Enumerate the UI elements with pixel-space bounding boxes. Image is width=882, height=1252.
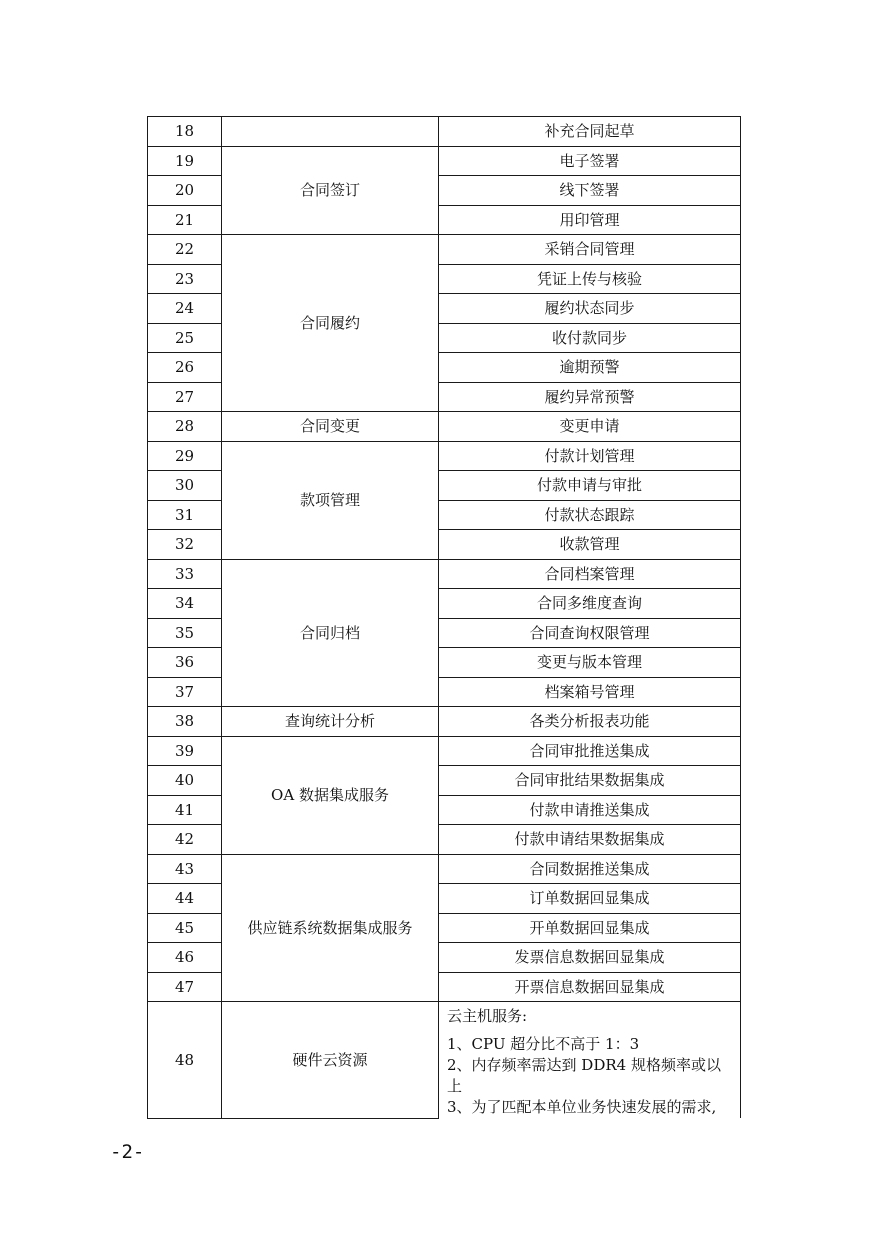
- row-number: 46: [148, 943, 222, 973]
- function-item: 履约异常预警: [439, 382, 741, 412]
- function-item: 变更与版本管理: [439, 648, 741, 678]
- row-number: 48: [148, 1002, 222, 1119]
- module-oa-integration: OA 数据集成服务: [222, 736, 439, 854]
- page-number: -2-: [110, 1141, 145, 1163]
- requirement-memory: 2、内存频率需达到 DDR4 规格频率或以上: [447, 1056, 721, 1095]
- function-item: 合同查询权限管理: [439, 618, 741, 648]
- row-number: 36: [148, 648, 222, 678]
- table-row: [148, 707, 741, 737]
- table-row: [148, 854, 741, 884]
- function-item: 合同审批推送集成: [439, 736, 741, 766]
- row-number: 40: [148, 766, 222, 796]
- row-number: 22: [148, 235, 222, 265]
- row-number: 33: [148, 559, 222, 589]
- function-item: 付款申请与审批: [439, 471, 741, 501]
- row-number: 24: [148, 294, 222, 324]
- table-row: [148, 559, 741, 589]
- module-hardware-cloud: 硬件云资源: [222, 1002, 439, 1119]
- cloud-host-requirements: [439, 1002, 741, 1119]
- module-cell-empty: [222, 117, 439, 147]
- requirement-cpu: 1、CPU 超分比不高于 1：3: [447, 1035, 640, 1053]
- row-number: 28: [148, 412, 222, 442]
- module-contract-performance: 合同履约: [222, 235, 439, 412]
- requirement-scalability: 3、为了匹配本单位业务快速发展的需求,: [447, 1098, 717, 1116]
- module-supply-chain-integration: 供应链系统数据集成服务: [222, 854, 439, 1002]
- function-item: 补充合同起草: [439, 117, 741, 147]
- table-row: [148, 736, 741, 766]
- row-number: 23: [148, 264, 222, 294]
- function-item: 订单数据回显集成: [439, 884, 741, 914]
- row-number: 45: [148, 913, 222, 943]
- function-item: 合同多维度查询: [439, 589, 741, 619]
- row-number: 31: [148, 500, 222, 530]
- row-number: 41: [148, 795, 222, 825]
- function-item: 凭证上传与核验: [439, 264, 741, 294]
- function-item: 履约状态同步: [439, 294, 741, 324]
- row-number: 27: [148, 382, 222, 412]
- row-number: 26: [148, 353, 222, 383]
- function-item: 收付款同步: [439, 323, 741, 353]
- function-list-table: [147, 116, 741, 1119]
- row-number: 20: [148, 176, 222, 206]
- function-item: 开票信息数据回显集成: [439, 972, 741, 1002]
- table-row: [148, 412, 741, 442]
- row-number: 29: [148, 441, 222, 471]
- function-item: 合同档案管理: [439, 559, 741, 589]
- function-item: 档案箱号管理: [439, 677, 741, 707]
- function-item: 合同数据推送集成: [439, 854, 741, 884]
- row-number: 21: [148, 205, 222, 235]
- function-item: 开单数据回显集成: [439, 913, 741, 943]
- row-number: 39: [148, 736, 222, 766]
- row-number: 18: [148, 117, 222, 147]
- function-item: 收款管理: [439, 530, 741, 560]
- cloud-host-heading: 云主机服务:: [447, 1007, 528, 1025]
- function-item: 付款申请结果数据集成: [439, 825, 741, 855]
- function-item: 采销合同管理: [439, 235, 741, 265]
- function-item: 付款申请推送集成: [439, 795, 741, 825]
- module-payment-management: 款项管理: [222, 441, 439, 559]
- table-row: [148, 146, 741, 176]
- row-number: 42: [148, 825, 222, 855]
- row-number: 34: [148, 589, 222, 619]
- row-number: 19: [148, 146, 222, 176]
- row-number: 43: [148, 854, 222, 884]
- table-row: [148, 441, 741, 471]
- module-contract-change: 合同变更: [222, 412, 439, 442]
- row-number: 35: [148, 618, 222, 648]
- function-item: 电子签署: [439, 146, 741, 176]
- function-item: 线下签署: [439, 176, 741, 206]
- function-item: 发票信息数据回显集成: [439, 943, 741, 973]
- function-item: 逾期预警: [439, 353, 741, 383]
- module-query-statistics: 查询统计分析: [222, 707, 439, 737]
- function-item: 合同审批结果数据集成: [439, 766, 741, 796]
- module-contract-archiving: 合同归档: [222, 559, 439, 707]
- row-number: 38: [148, 707, 222, 737]
- function-item: 付款计划管理: [439, 441, 741, 471]
- row-number: 30: [148, 471, 222, 501]
- row-number: 44: [148, 884, 222, 914]
- function-item: 各类分析报表功能: [439, 707, 741, 737]
- row-number: 37: [148, 677, 222, 707]
- row-number: 25: [148, 323, 222, 353]
- table-row: [148, 1002, 741, 1119]
- function-item: 变更申请: [439, 412, 741, 442]
- function-item: 付款状态跟踪: [439, 500, 741, 530]
- function-item: 用印管理: [439, 205, 741, 235]
- row-number: 47: [148, 972, 222, 1002]
- row-number: 32: [148, 530, 222, 560]
- table-row: [148, 235, 741, 265]
- table-row: [148, 117, 741, 147]
- module-contract-signing: 合同签订: [222, 146, 439, 235]
